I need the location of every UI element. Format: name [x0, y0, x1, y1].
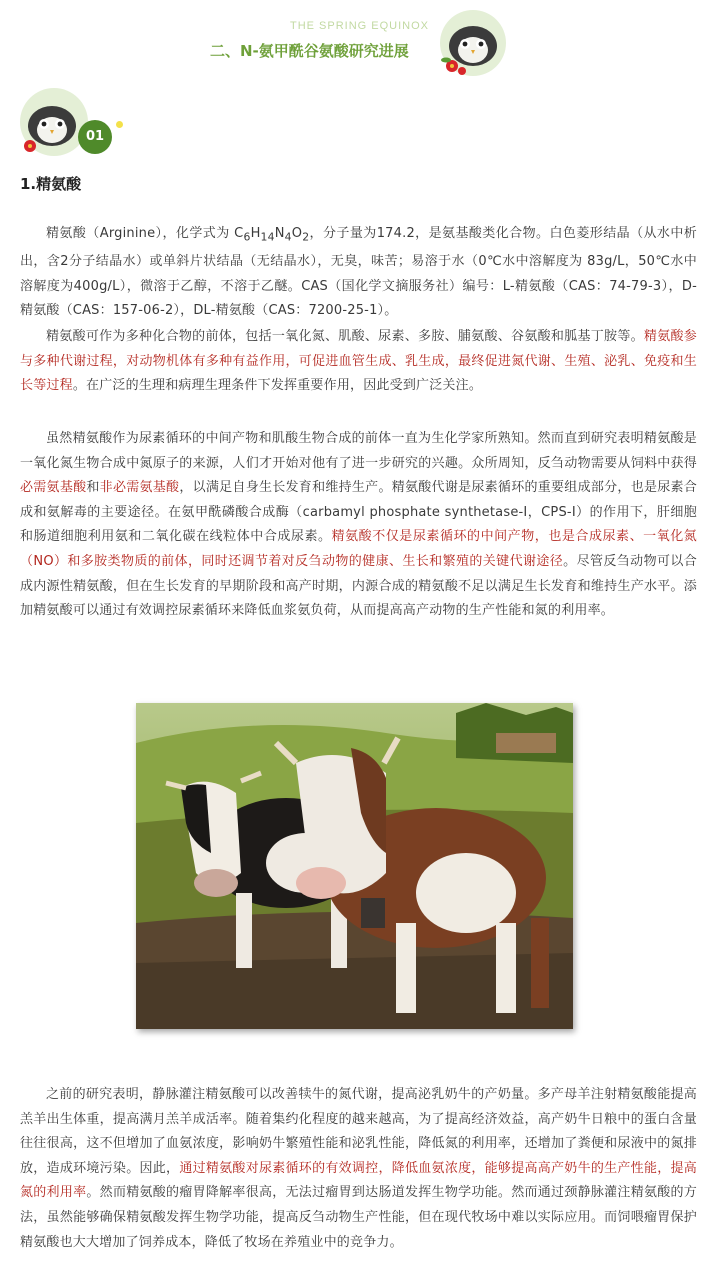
highlighted-text: 非必需氨基酸: [99, 480, 180, 496]
decorative-dot: [116, 121, 123, 128]
subsection-heading: 1.精氨酸: [20, 175, 82, 193]
paragraph-2: 精氨酸可作为多种化合物的前体，包括一氧化氮、肌酸、尿素、多胺、脯氨酸、谷氨酸和胍基丁胺等。精氨酸参与多种代谢过程，对动物机体有多种有益作用，可促进血管生成、乳生成，最终促进氮代谢、生殖、泌乳、免疫和生长等过程。在广泛的生理和病理生理条件下发挥重要作用，因此受到广泛关注。: [20, 329, 697, 394]
section-title: 二、N-氨甲酰谷氨酸研究进展: [210, 42, 409, 60]
paragraph-1: 精氨酸（Arginine），化学式为 $C_6H_{14}N_4O_2$，分子量为174.2，是氨基酸类化合物。白色菱形结晶（从水中析出，含2分子结晶水）或单斜片状结晶（无结晶水），无臭，味苦；易溶于水（0℃水中溶解度为 83g/L，50℃水中溶解度为400g/L），微溶于乙醇，不溶于乙醚。CAS（国化学文摘服务社）编号：L-精氨酸（CAS：74-79-3），D-精氨酸（CAS：157-06-2），DL-精氨酸（CAS：7200-25-1）。: [20, 226, 697, 319]
paragraph-3: 虽然精氨酸作为尿素循环的中间产物和肌酸生物合成的前体一直为生化学家所熟知。然而直到研究表明精氨酸是一氧化氮生物合成中氮原子的来源，人们才开始对他有了进一步研究的兴趣。众所周知，反刍动物需要从饲料中获得必需氨基酸和非必需氨基酸，以满足自身生长发育和维持生产。精氨酸代谢是尿素循环的重要组成部分，也是尿素合成和氨解毒的主要途径。在氨甲酰磷酸合成酶（carbamyl phosphate synthetase-I，CPS-I）的作用下，肝细胞和肠道细胞利用氨和二氧化碳在线粒体中合成尿素。精氨酸不仅是尿素循环的中间产物，也是合成尿素、一氧化氮（NO）和多胺类物质的前体，同时还调节着对反刍动物的健康、生长和繁殖的关键代谢途径。尽管反刍动物可以合成内源性精氨酸，但在生长发育的早期阶段和高产时期，内源合成的精氨酸不足以满足生长发育和维持生产水平。添加精氨酸可以通过有效调控尿素循环来降低血浆氨负荷，从而提高高产动物的生产性能和氮的利用率。: [20, 431, 697, 619]
cows-photo: [136, 703, 573, 1029]
header: [0, 0, 708, 80]
paragraph-4: 之前的研究表明，静脉灌注精氨酸可以改善犊牛的氮代谢，提高泌乳奶牛的产奶量。多产母羊注射精氨酸能提高羔羊出生体重，提高满月羔羊成活率。随着集约化程度的越来越高，为了提高经济效益，高产奶牛日粮中的蛋白含量往往很高，这不但增加了血氨浓度，影响奶牛繁殖性能和泌乳性能，降低氮的利用率，还增加了粪便和尿液中的氮排放，造成环境污染。因此，通过精氨酸对尿素循环的有效调控，降低血氨浓度，能够提高高产奶牛的生产性能，提高氮的利用率。然而精氨酸的瘤胃降解率很高，无法过瘤胃到达肠道发挥生物学功能。然而通过颈静脉灌注精氨酸的方法，虽然能够确保精氨酸发挥生物学功能，提高反刍动物生产性能，但在现代牧场中难以实际应用。而饲喂瘤胃保护精氨酸也大大增加了饲养成本，降低了牧场在养殖业中的竞争力。: [20, 1087, 697, 1250]
highlighted-text: 精氨酸不仅是尿素循环的中间产物，也是合成尿素、一氧化氮（NO）和多胺类物质的前体，同时还调节着对反刍动物的健康、生长和繁殖的关键代谢途径: [20, 529, 697, 569]
highlighted-text: 通过精氨酸对尿素循环的有效调控，降低血氨浓度，能够提高高产奶牛的生产性能，提高氮的利用率: [20, 1160, 697, 1201]
highlighted-text: 精氨酸参与多种代谢过程，对动物机体有多种有益作用，可促进血管生成、乳生成，最终促进氮代谢、生殖、泌乳、免疫和生长等过程: [20, 329, 697, 394]
highlighted-text: 必需氨基酸: [20, 480, 87, 496]
header-eyebrow: THE SPRING EQUINOX: [290, 20, 430, 32]
bird-illustration-icon: [18, 86, 90, 158]
bird-illustration-icon: [438, 8, 508, 78]
section-number-badge: 01: [78, 120, 112, 154]
